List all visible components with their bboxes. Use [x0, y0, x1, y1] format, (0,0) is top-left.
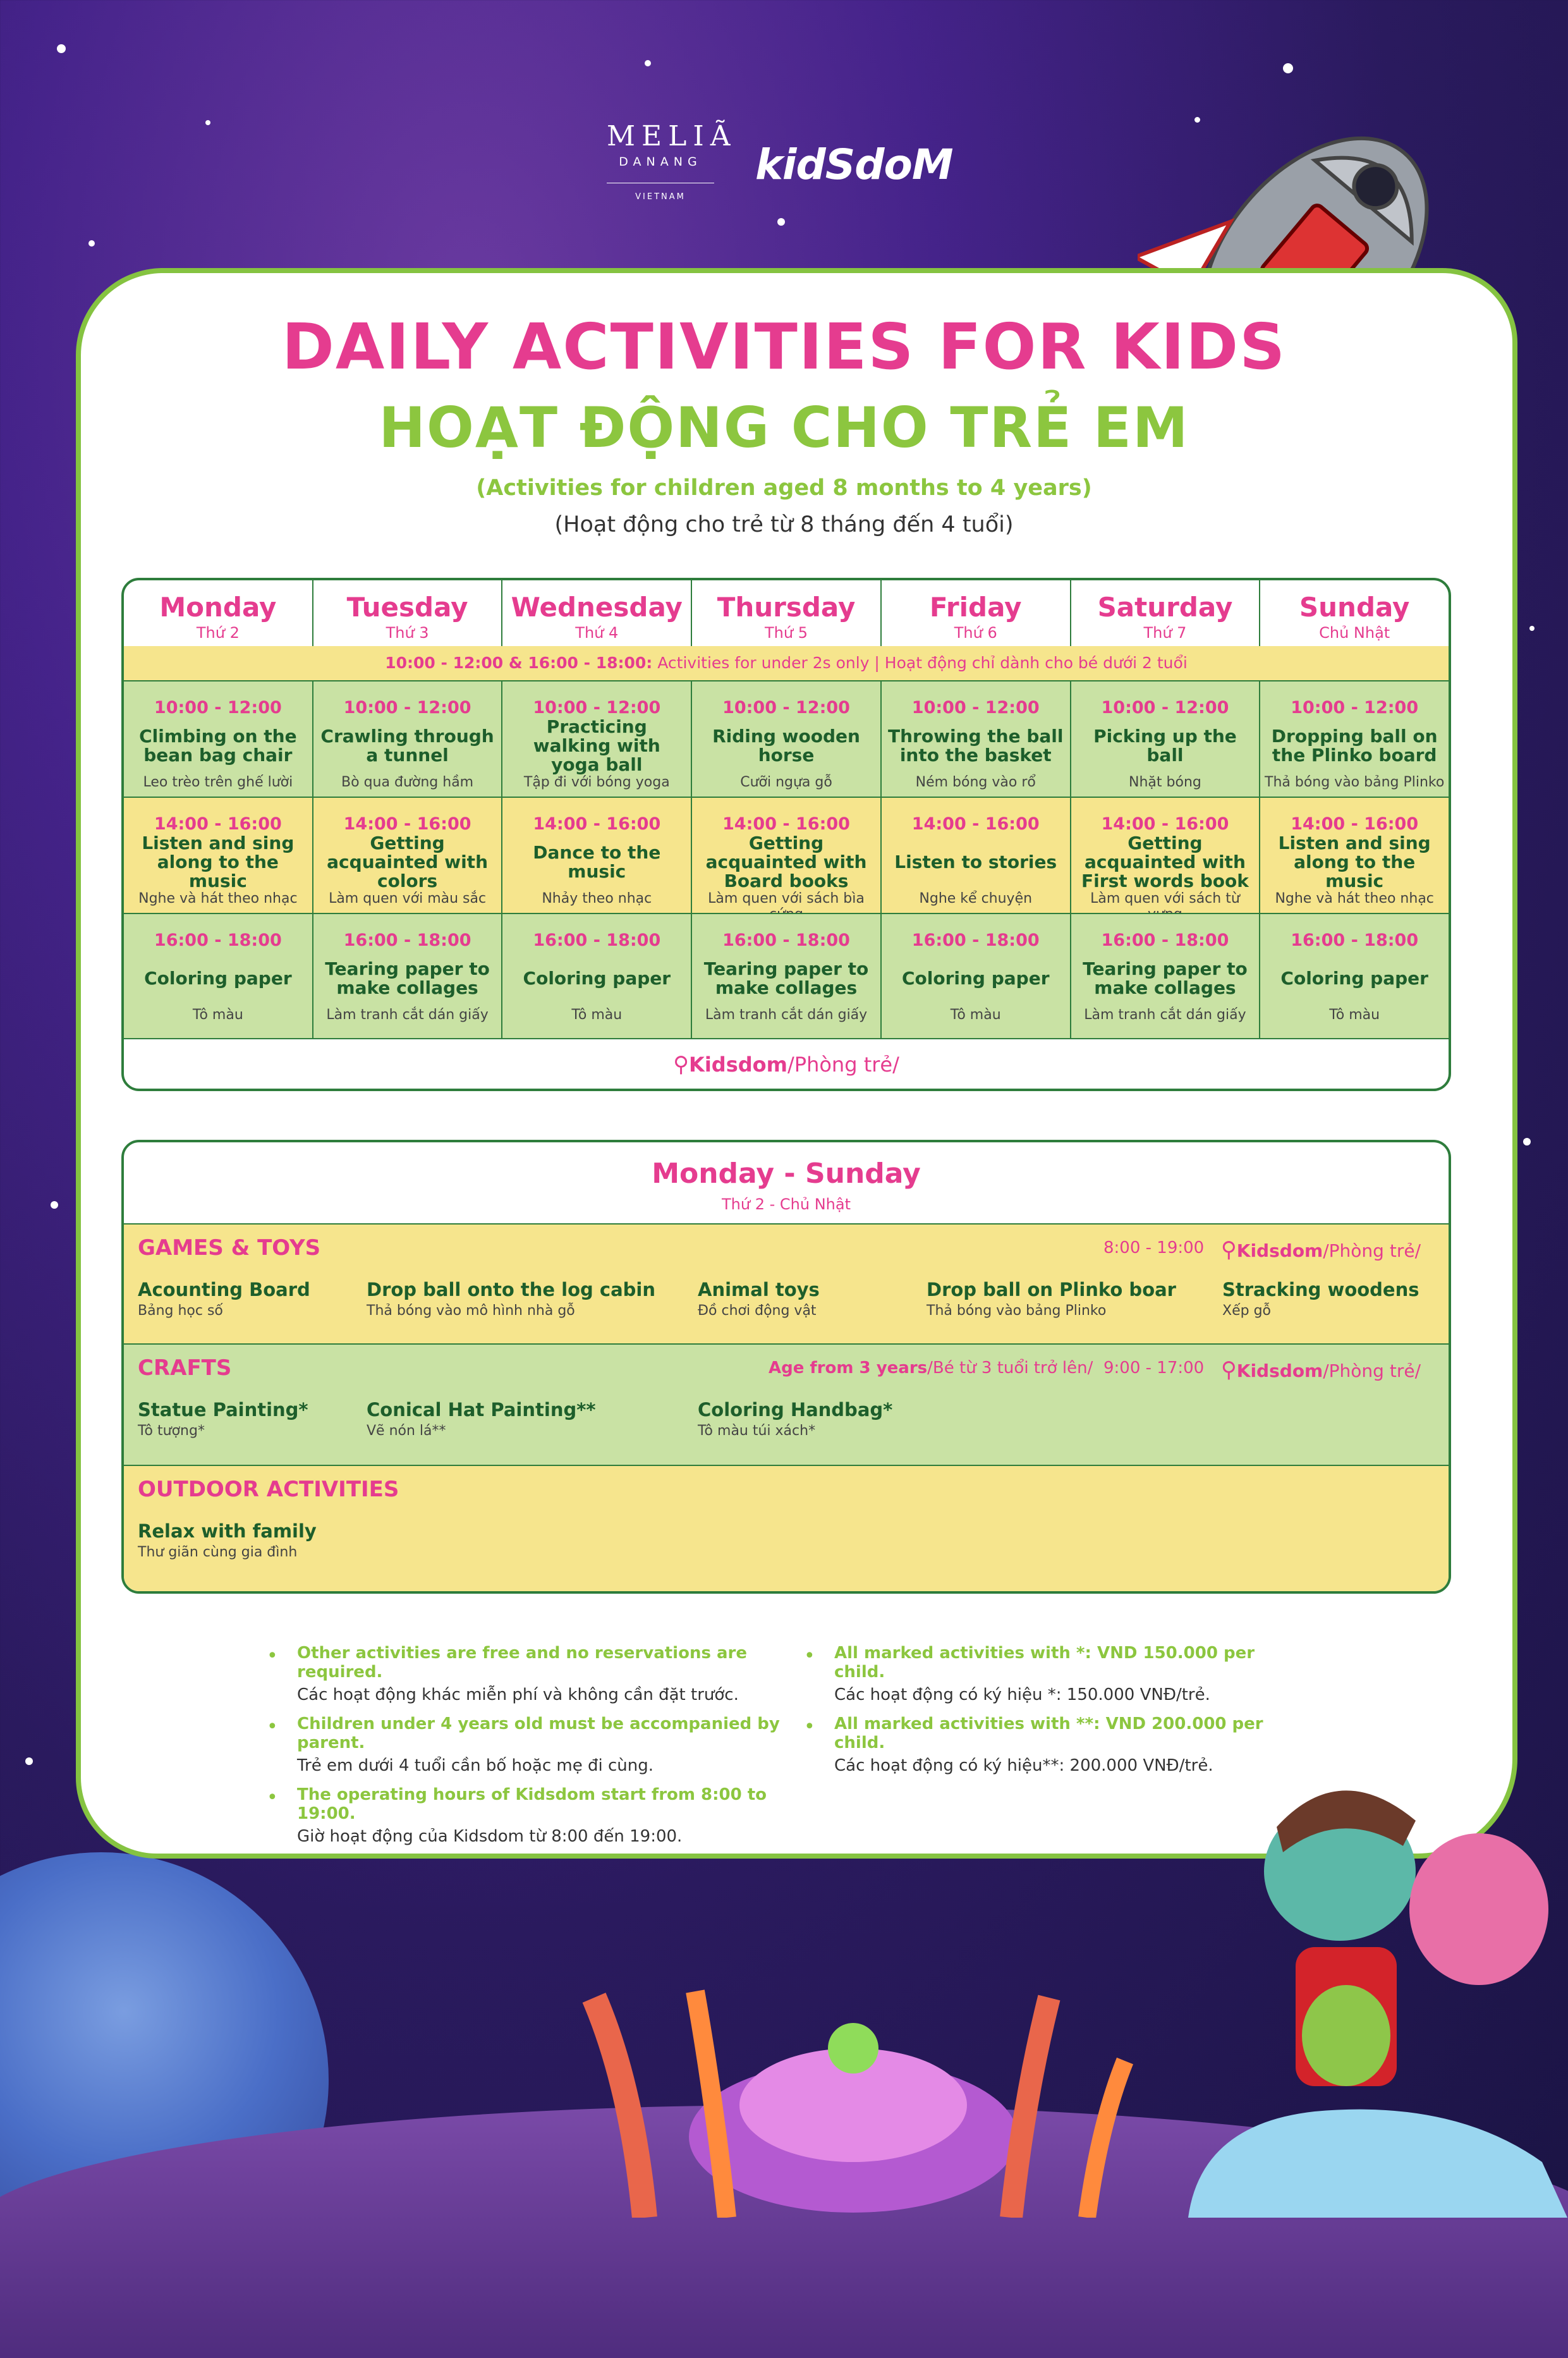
list-item: Drop ball on Plinko boar Thả bóng vào bảng Plinko	[927, 1279, 1176, 1319]
activity-cell: 10:00 - 12:00 Climbing on the bean bag chair Leo trèo trên ghế lười	[124, 680, 313, 797]
note-item: • All marked activities with *: VND 150.000 per child. Các hoạt động có ký hiệu *: 150.000 VNĐ/trẻ.	[804, 1644, 1255, 1704]
day-header: Saturday Thứ 7	[1071, 580, 1261, 646]
characters-illustration	[1188, 1682, 1567, 2218]
weekly-schedule-table	[121, 578, 1451, 1091]
melia-logo: MELIÃ DANANG VIETNAM	[607, 120, 737, 202]
list-item: Statue Painting* Tô tượng*	[138, 1399, 308, 1439]
activity-cell: 16:00 - 18:00 Tearing paper to make collages Làm tranh cắt dán giấy	[1071, 913, 1261, 1038]
activity-cell: 10:00 - 12:00 Picking up the ball Nhặt bóng	[1071, 680, 1261, 797]
activity-cell: 16:00 - 18:00 Tearing paper to make collages Làm tranh cắt dán giấy	[313, 913, 503, 1038]
daily-activities-table	[121, 1140, 1451, 1594]
list-item: Animal toys Đồ chơi động vật	[698, 1279, 820, 1319]
daily-subtitle: Thứ 2 - Chủ Nhật	[722, 1195, 851, 1213]
activity-cell: 14:00 - 16:00 Dance to the music Nhảy theo nhạc	[502, 797, 692, 913]
schedule-row	[124, 913, 1449, 1038]
outdoor-header: OUTDOOR ACTIVITIES	[124, 1465, 1449, 1512]
list-item: Coloring Handbag* Tô màu túi xách*	[698, 1399, 893, 1439]
schedule-row	[124, 680, 1449, 797]
note-item: • Other activities are free and no reservations are required. Các hoạt động khác miễn phí và không cần đặt trước.	[267, 1644, 747, 1704]
day-header-row	[124, 580, 1449, 646]
day-header: Wednesday Thứ 4	[502, 580, 692, 646]
list-item: Stracking woodens Xếp gỗ	[1222, 1279, 1419, 1319]
activity-cell: 10:00 - 12:00 Riding wooden horse Cưỡi ngựa gỗ	[692, 680, 882, 797]
list-item: Relax with family Thư giãn cùng gia đình	[138, 1520, 317, 1560]
list-item: Drop ball onto the log cabin Thả bóng vào mô hình nhà gỗ	[367, 1279, 656, 1319]
list-item: Acounting Board Bảng học số	[138, 1279, 310, 1319]
schedule-row	[124, 797, 1449, 913]
activity-cell: 10:00 - 12:00 Crawling through a tunnel Bò qua đường hầm	[313, 680, 503, 797]
daily-title: Monday - Sunday	[652, 1158, 921, 1190]
under-2s-banner: 10:00 - 12:00 & 16:00 - 18:00: Activities for under 2s only | Hoạt động chỉ dành cho bé dưới 2 tuổi	[124, 646, 1449, 680]
activity-cell: 16:00 - 18:00 Coloring paper Tô màu	[124, 913, 313, 1038]
note-item: • The operating hours of Kidsdom start from 8:00 to 19:00. Giờ hoạt động của Kidsdom từ 8:00 đến 19:00.	[267, 1785, 767, 1846]
day-header: Sunday Chủ Nhật	[1299, 592, 1410, 642]
location-row: ⚲Kidsdom/Phòng trẻ/	[124, 1038, 1449, 1090]
subtitle-vietnamese: (Hoạt động cho trẻ từ 8 tháng đến 4 tuổi)	[554, 512, 1014, 537]
flowers-illustration	[569, 1897, 1138, 2218]
activity-cell: 14:00 - 16:00 Getting acquainted with colors Làm quen với màu sắc	[313, 797, 503, 913]
location-pin-icon: ⚲	[673, 1052, 690, 1077]
games-header: GAMES & TOYS 8:00 - 19:00 ⚲Kidsdom/Phòng trẻ/	[124, 1223, 1449, 1271]
activity-cell: 10:00 - 12:00 Practicing walking with yoga ball Tập đi với bóng yoga	[502, 680, 692, 797]
kidsdom-logo: kidSdoM	[755, 140, 953, 189]
crafts-header: CRAFTS Age from 3 years/Bé từ 3 tuổi trở lên/ 9:00 - 17:00 ⚲Kidsdom/Phòng trẻ/	[124, 1343, 1449, 1391]
note-item: • All marked activities with **: VND 200.000 per child. Các hoạt động có ký hiệu**: 200.000 VNĐ/trẻ.	[804, 1714, 1263, 1775]
activity-cell: 14:00 - 16:00 Listen to stories Nghe kể chuyện	[882, 797, 1071, 913]
activity-cell: 14:00 - 16:00 Listen and sing along to the music Nghe và hát theo nhạc	[1260, 797, 1449, 913]
activity-cell: 16:00 - 18:00 Tearing paper to make collages Làm tranh cắt dán giấy	[692, 913, 882, 1038]
activity-cell: 14:00 - 16:00 Getting acquainted with First words book Làm quen với sách từ	[1071, 797, 1261, 913]
activity-cell: 16:00 - 18:00 Coloring paper Tô màu	[882, 913, 1071, 1038]
crafts-body	[124, 1388, 1449, 1465]
activity-cell: 10:00 - 12:00 Throwing the ball into the basket Ném bóng vào rổ	[882, 680, 1071, 797]
activity-cell: 16:00 - 18:00 Coloring paper Tô màu	[1260, 913, 1449, 1038]
list-item: Conical Hat Painting** Vẽ nón lá**	[367, 1399, 596, 1439]
location-pin-icon: ⚲	[1220, 1237, 1237, 1262]
location-pin-icon: ⚲	[1220, 1357, 1237, 1383]
outdoor-body	[124, 1509, 1449, 1591]
note-item: • Children under 4 years old must be accompanied by parent. Trẻ em dưới 4 tuổi cần bố hoặc mẹ đi cùng.	[267, 1714, 780, 1775]
activity-cell: 16:00 - 18:00 Coloring paper Tô màu	[502, 913, 692, 1038]
activity-cell: 10:00 - 12:00 Dropping ball on the Plinko board Thả bóng vào bảng Plinko	[1260, 680, 1449, 797]
subtitle-english: (Activities for children aged 8 months to 4 years)	[476, 475, 1092, 501]
title-english: DAILY ACTIVITIES FOR KIDS	[281, 310, 1287, 384]
title-vietnamese: HOẠT ĐỘNG CHO TRẺ EM	[379, 395, 1189, 460]
day-header: Thursday Thứ 5	[692, 580, 882, 646]
day-header: Monday Thứ 2	[124, 580, 313, 646]
day-header: Tuesday Thứ 3	[313, 580, 503, 646]
games-body	[124, 1268, 1449, 1343]
day-header: Friday Thứ 6	[882, 580, 1071, 646]
notes-left	[253, 1644, 809, 1856]
activity-cell: 14:00 - 16:00 Listen and sing along to the music Nghe và hát theo nhạc	[124, 797, 313, 913]
activity-cell: 14:00 - 16:00 Getting acquainted with Board books Làm quen với sách bìa	[692, 797, 882, 913]
